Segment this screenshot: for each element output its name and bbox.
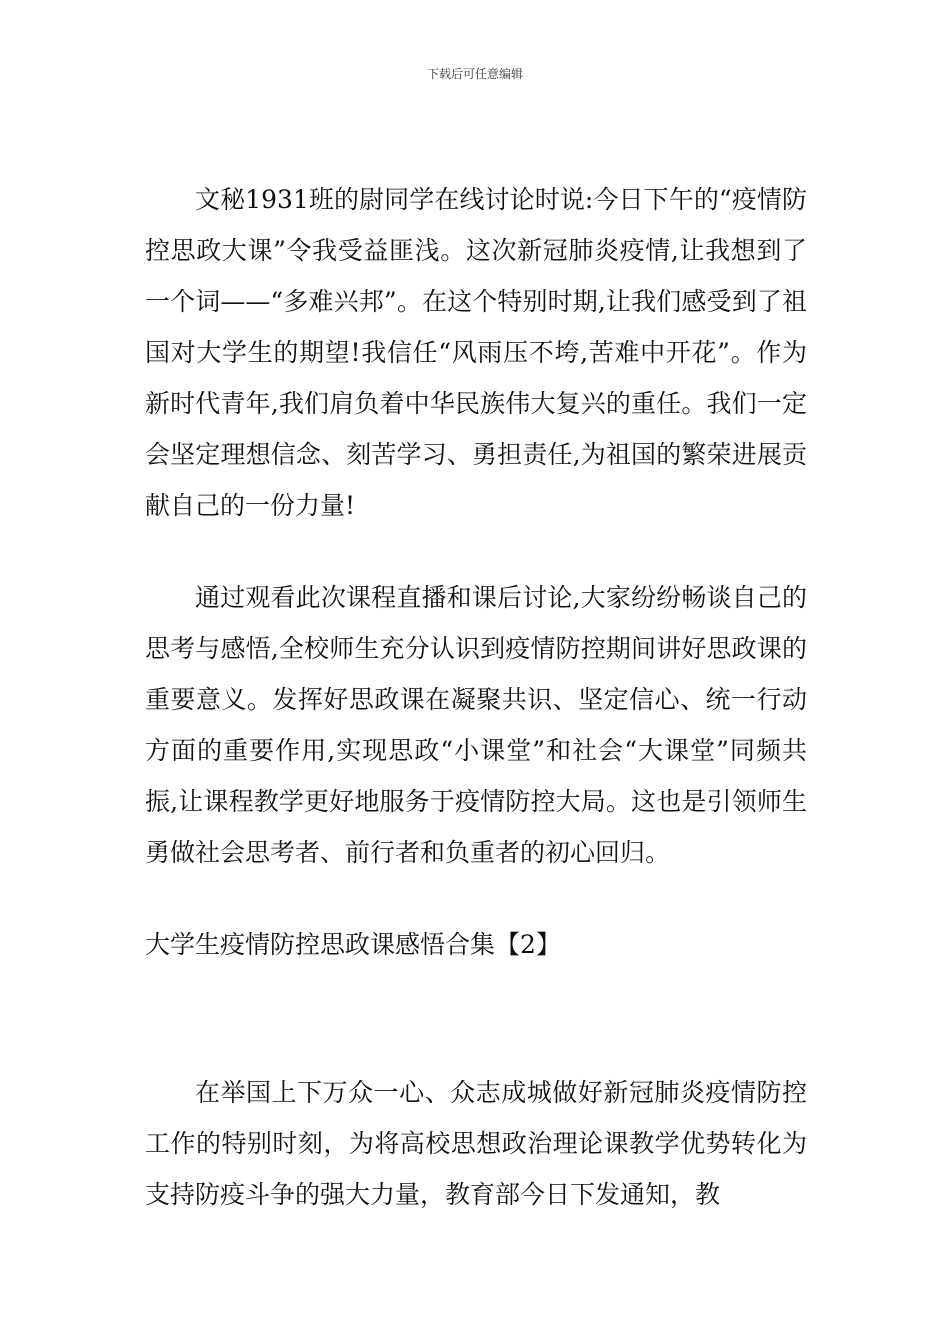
- body-paragraph-2: 通过观看此次课程直播和课后讨论,大家纷纷畅谈自己的思考与感悟,全校师生充分认识到疫情防控期间讲好思政课的重要意义。发挥好思政课在凝聚共识、坚定信心、统一行动方面的重要作用,实现思政“小课堂”和社会“大课堂”同频共振,让课程教学更好地服务于疫情防控大局。这也是引领师生勇做社会思考者、前行者和负重者的初心回归。: [145, 583, 807, 867]
- section-heading: 大学生疫情防控思政课感悟合集【2】: [145, 930, 561, 959]
- body-paragraph-1: 文秘1931班的尉同学在线讨论时说:今日下午的“疫情防控思政大课”令我受益匪浅。这次新冠肺炎疫情,让我想到了一个词——“多难兴邦”。在这个特别时期,让我们感受到了祖国对大学生的期望!我信任“风雨压不垮,苦难中开花”。作为新时代青年,我们肩负着中华民族伟大复兴的重任。我们一定会坚定理想信念、刻苦学习、勇担责任,为祖国的繁荣进展贡献自己的一份力量!: [145, 185, 807, 520]
- body-paragraph-3: 在举国上下万众一心、众志成城做好新冠肺炎疫情防控工作的特别时刻，为将高校思想政治理论课教学优势转化为支持防疫斗争的强大力量，教育部今日下发通知，教: [145, 1078, 807, 1209]
- page-header-note: 下载后可任意编辑: [426, 67, 523, 81]
